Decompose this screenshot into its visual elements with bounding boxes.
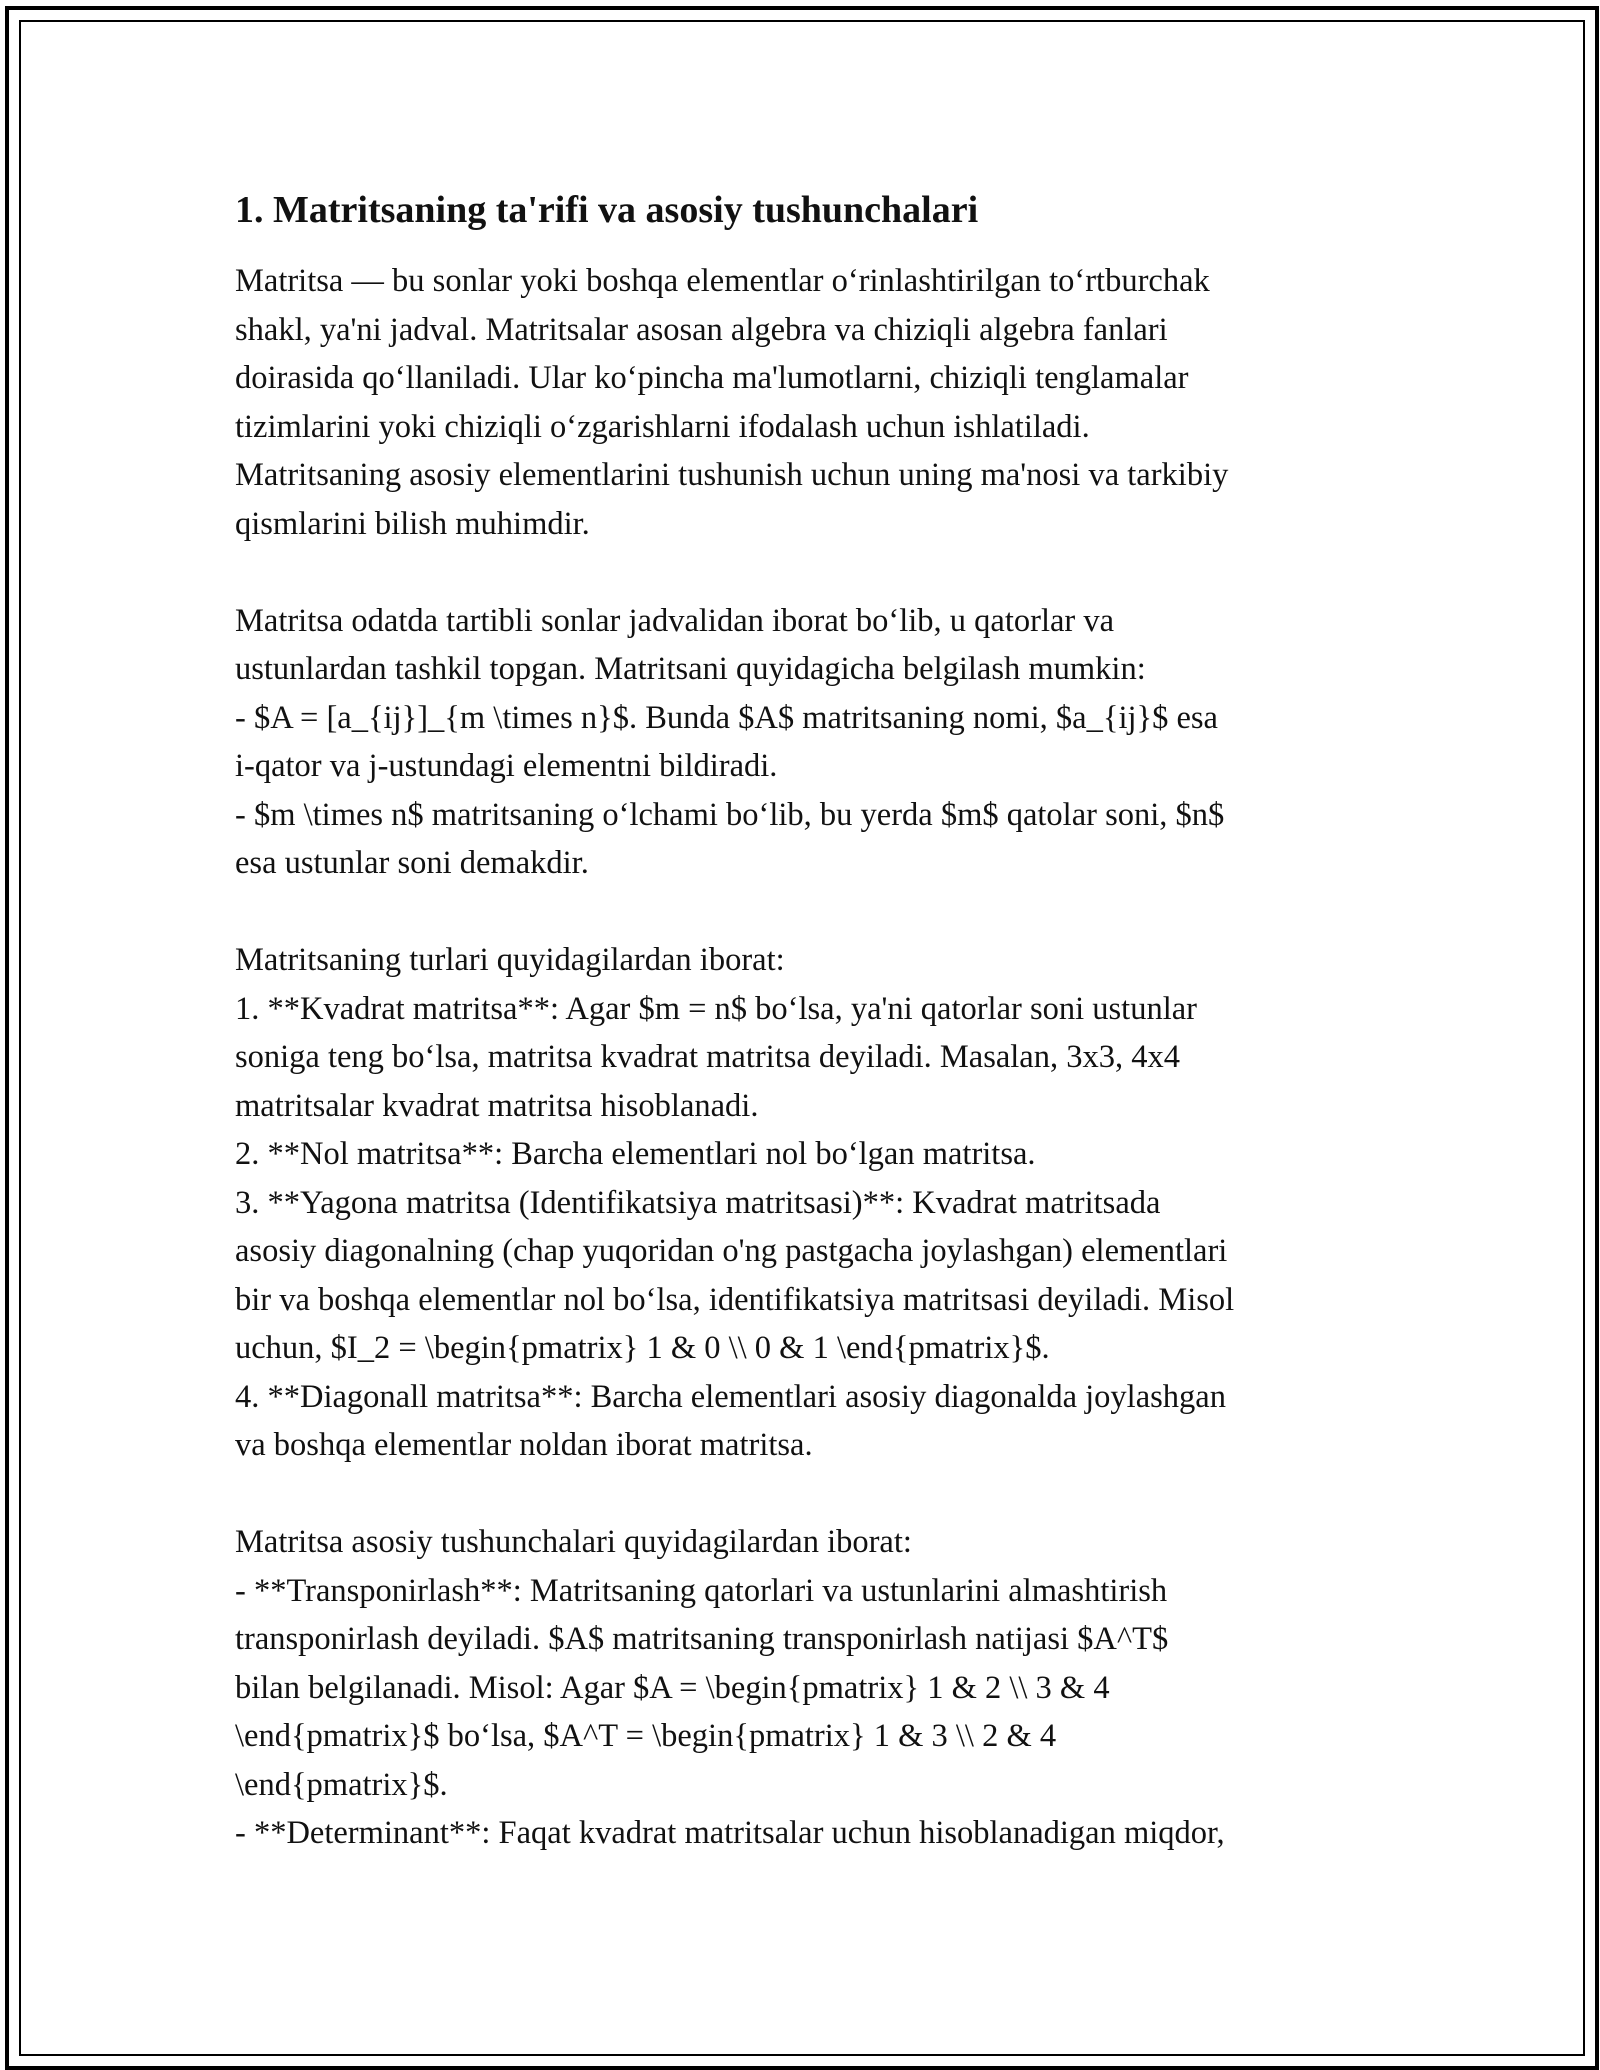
text-line: doirasida qo‘llaniladi. Ular ko‘pincha ma'lumotlarni, chiziqli tenglamalar <box>235 360 1189 396</box>
text-line: 1. **Kvadrat matritsa**: Agar $m = n$ bo‘lsa, ya'ni qatorlar soni ustunlar <box>235 990 1197 1027</box>
text-line: i-qator va j-ustundagi elementni bildiradi. <box>235 748 778 784</box>
section-heading: 1. Matritsaning ta'rifi va asosiy tushunchalari <box>235 189 979 231</box>
text-line: matritsalar kvadrat matritsa hisoblanadi. <box>235 1087 759 1124</box>
text-line: ustunlardan tashkil topgan. Matritsani quyidagicha belgilash mumkin: <box>235 651 1146 687</box>
text-line: soniga teng bo‘lsa, matritsa kvadrat matritsa deyiladi. Masalan, 3x3, 4x4 <box>235 1039 1180 1075</box>
text-line: tizimlarini yoki chiziqli o‘zgarishlarni ifodalash uchun ishlatiladi. <box>235 408 1090 445</box>
text-line: - $m \times n$ matritsaning o‘lchami bo‘lib, bu yerda $m$ qatolar soni, $n$ <box>235 796 1225 833</box>
text-line: esa ustunlar soni demakdir. <box>235 845 589 881</box>
text-line: 2. **Nol matritsa**: Barcha elementlari nol bo‘lgan matritsa. <box>235 1136 1036 1172</box>
text-line: Matritsa asosiy tushunchalari quyidagilardan iborat: <box>235 1524 912 1560</box>
paragraph-gap <box>235 1470 1370 1519</box>
text-line: Matritsa odatda tartibli sonlar jadvalidan iborat bo‘lib, u qatorlar va <box>235 602 1115 639</box>
text-line: \end{pmatrix}$ bo‘lsa, $A^T = \begin{pmatrix} 1 & 3 \\ 2 & 4 <box>235 1718 1057 1754</box>
text-line: va boshqa elementlar noldan iborat matritsa. <box>235 1427 813 1463</box>
text-line: Matritsaning turlari quyidagilardan iborat: <box>235 942 785 978</box>
text-line: 4. **Diagonall matritsa**: Barcha elementlari asosiy diagonalda joylashgan <box>235 1378 1226 1415</box>
text-line: bir va boshqa elementlar nol bo‘lsa, identifikatsiya matritsasi deyiladi. Misol <box>235 1281 1235 1318</box>
paragraph-gap <box>235 548 1370 597</box>
text-line: uchun, $I_2 = \begin{pmatrix} 1 & 0 \\ 0 & 1 \end{pmatrix}$. <box>235 1330 1050 1366</box>
text-line: qismlarini bilish muhimdir. <box>235 505 590 542</box>
paragraph-gap <box>235 888 1370 937</box>
text-line: shakl, ya'ni jadval. Matritsalar asosan algebra va chiziqli algebra fanlari <box>235 311 1168 348</box>
text-line: 3. **Yagona matritsa (Identifikatsiya matritsasi)**: Kvadrat matritsada <box>235 1184 1161 1221</box>
text-line: \end{pmatrix}$. <box>235 1766 448 1803</box>
paragraph-lines <box>235 257 1370 1858</box>
text-line: - **Determinant**: Faqat kvadrat matritsalar uchun hisoblanadigan miqdor, <box>235 1815 1225 1851</box>
text-line: bilan belgilanadi. Misol: Agar $A = \begin{pmatrix} 1 & 2 \\ 3 & 4 <box>235 1669 1110 1706</box>
text-line: - $A = [a_{ij}]_{m \times n}$. Bunda $A$ matritsaning nomi, $a_{ij}$ esa <box>235 699 1218 736</box>
text-line: transponirlash deyiladi. $A$ matritsaning transponirlash natijasi $A^T$ <box>235 1621 1169 1657</box>
text-line: Matritsaning asosiy elementlarini tushunish uchun uning ma'nosi va tarkibiy <box>235 457 1229 493</box>
text-line: asosiy diagonalning (chap yuqoridan o'ng pastgacha joylashgan) elementlari <box>235 1233 1228 1269</box>
document-body <box>235 185 1370 1858</box>
text-line: Matritsa — bu sonlar yoki boshqa elementlar o‘rinlashtirilgan to‘rtburchak <box>235 263 1210 299</box>
text-line: - **Transponirlash**: Matritsaning qatorlari va ustunlarini almashtirish <box>235 1572 1168 1609</box>
